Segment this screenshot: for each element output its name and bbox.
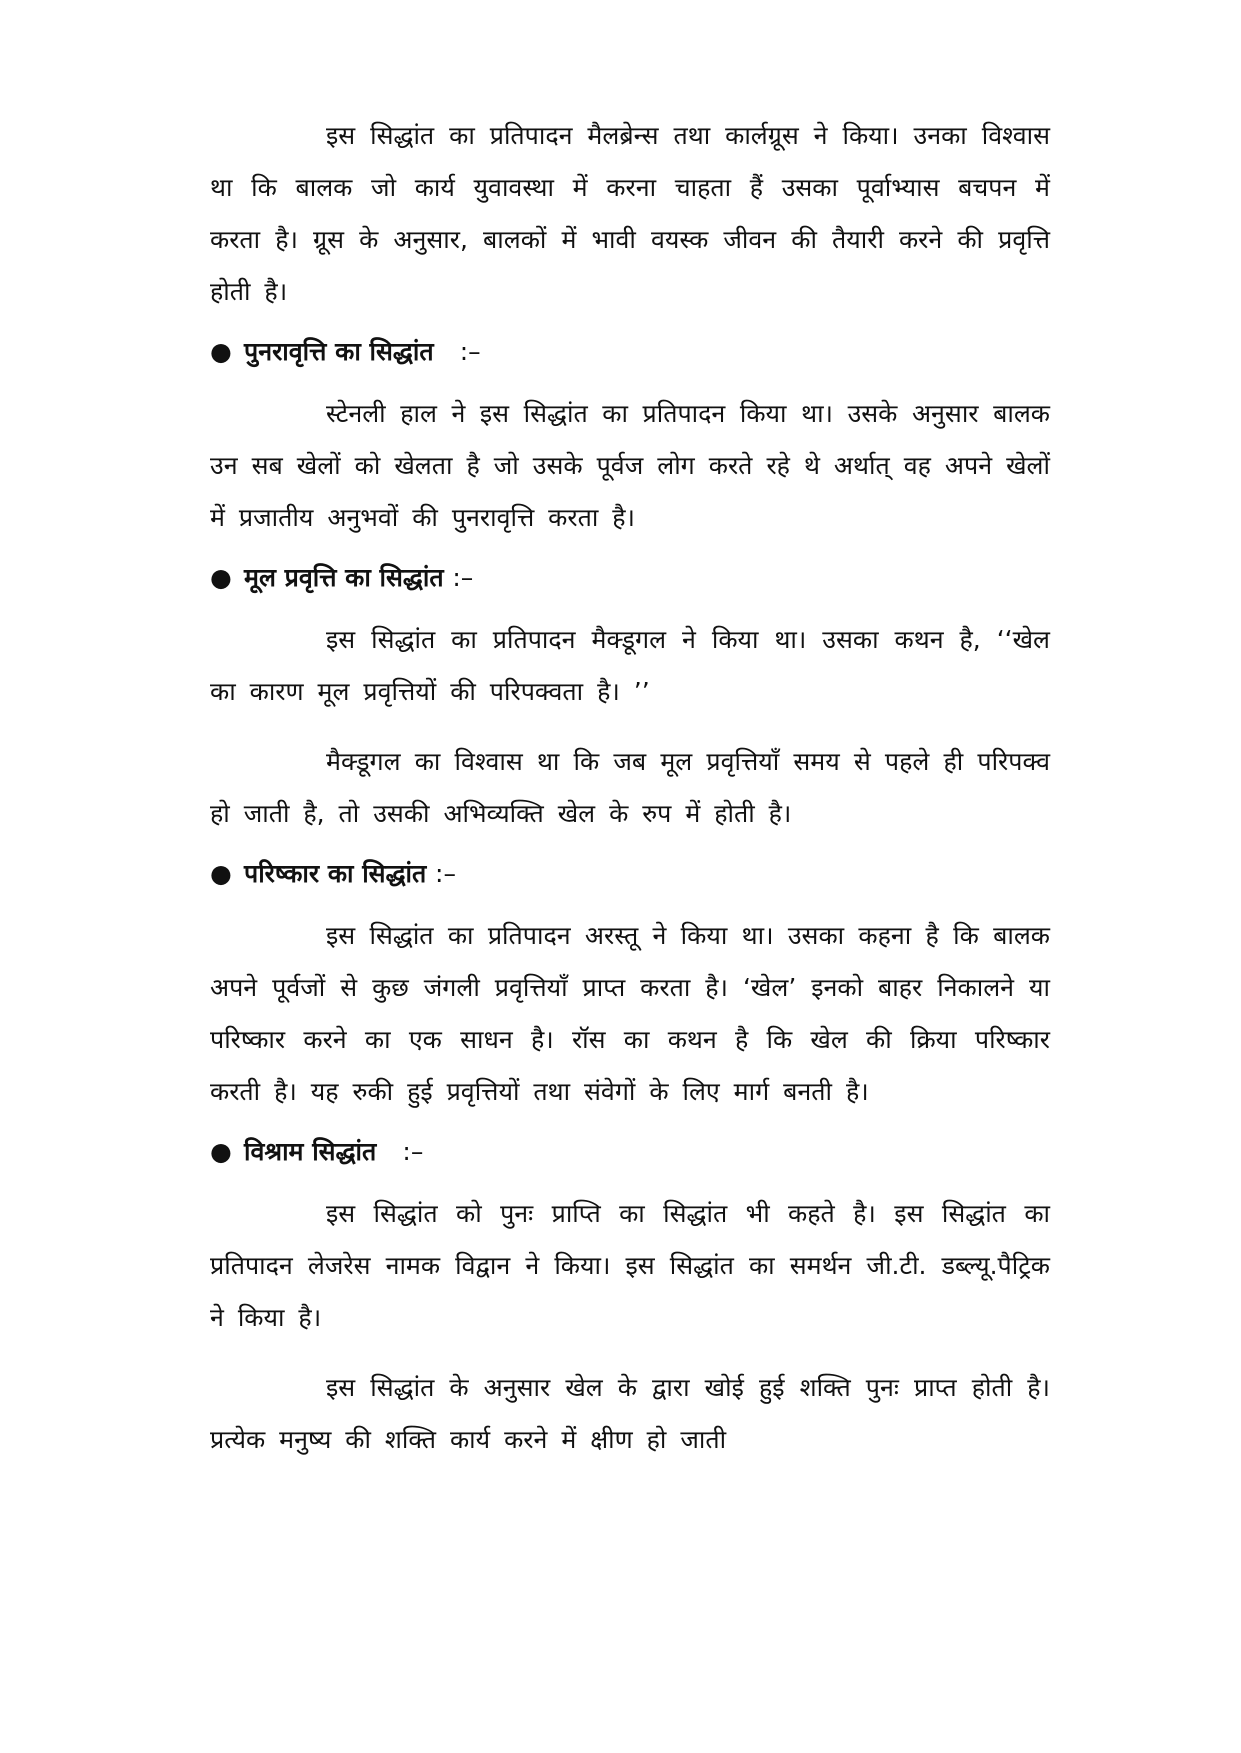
intro-paragraph: इस सिद्धांत का प्रतिपादन मैलब्रेन्स तथा कार्लग्रूस ने किया। उनका विश्वास था कि बालक जो कार्य युवावस्था में करना चाहता हैं उसका पूर्वाभ्यास बचपन में करता है। ग्रूस के अनुसार, बालकों में भावी वयस्क जीवन की तैयारी करने की प्रवृत्ति होती है। — [210, 121, 1050, 306]
recapitulation-paragraph: स्टेनली हाल ने इस सिद्धांत का प्रतिपादन किया था। उसके अनुसार बालक उन सब खेलों को खेलता है जो उसके पूर्वज लोग करते रहे थे अर्थात् वह अपने खेलों में प्रजातीय अनुभवों की पुनरावृत्ति करता है। — [210, 399, 1050, 532]
bullet-icon: ● — [210, 859, 232, 888]
section-heading-recreation — [210, 1126, 1050, 1178]
instinct-paragraph-2: मैक्डूगल का विश्वास था कि जब मूल प्रवृत्तियॉं समय से पहले ही परिपक्व हो जाती है, तो उसकी अभिव्यक्ति खेल के रुप में होती है। — [210, 747, 1050, 828]
heading-text: पुनरावृत्ति का सिद्धांत — [244, 337, 434, 366]
heading-separator: :– — [459, 337, 481, 366]
heading-text: परिष्कार का सिद्धांत — [244, 859, 427, 888]
bullet-icon: ● — [210, 563, 232, 592]
heading-text: मूल प्रवृत्ति का सिद्धांत — [244, 563, 444, 592]
bullet-icon: ● — [210, 337, 232, 366]
bullet-icon: ● — [210, 1137, 232, 1166]
page-content — [210, 110, 1050, 1466]
section-heading-instinct — [210, 552, 1050, 604]
instinct-paragraph-1: इस सिद्धांत का प्रतिपादन मैक्डूगल ने किया था। उसका कथन है, ‘‘खेल का कारण मूल प्रवृत्तियों की परिपक्वता है। ’’ — [210, 625, 1050, 706]
section-heading-recapitulation — [210, 326, 1050, 378]
recreation-paragraph-1: इस सिद्धांत को पुनः प्राप्ति का सिद्धांत भी कहते है। इस सिद्धांत का प्रतिपादन लेजरेस नामक विद्वान ने किया। इस सिद्धांत का समर्थन जी.टी. डब्ल्यू.पैट्रिक ने किया है। — [210, 1199, 1050, 1332]
recreation-paragraph-2: इस सिद्धांत के अनुसार खेल के द्वारा खोई हुई शक्ति पुनः प्राप्त होती है। प्रत्येक मनुष्य की शक्ति कार्य करने में क्षीण हो जाती — [210, 1373, 1050, 1454]
heading-text: विश्राम सिद्धांत — [244, 1137, 377, 1166]
section-heading-catharsis — [210, 848, 1050, 900]
heading-separator: :– — [435, 859, 456, 888]
catharsis-paragraph: इस सिद्धांत का प्रतिपादन अरस्तू ने किया था। उसका कहना है कि बालक अपने पूर्वजों से कुछ जंगली प्रवृत्तियॉं प्राप्त करता है। ‘खेल’ इनको बाहर निकालने या परिष्कार करने का एक साधन है। रॉस का कथन है कि खेल की क्रिया परिष्कार करती है। यह रुकी हुई प्रवृत्तियों तथा संवेगों के लिए मार्ग बनती है। — [210, 921, 1050, 1106]
heading-separator: :– — [402, 1137, 424, 1166]
heading-separator: :– — [452, 563, 474, 592]
